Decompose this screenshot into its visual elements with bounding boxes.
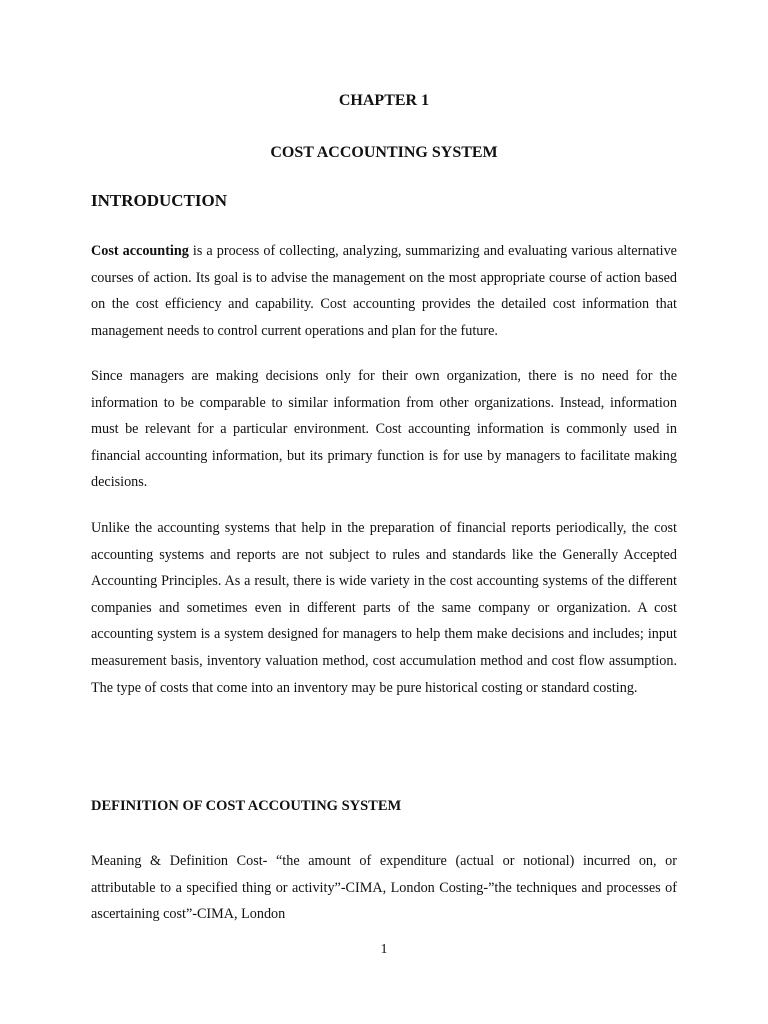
paragraph-cost-accounting (91, 238, 677, 344)
paragraph-managers-decisions: Since managers are making decisions only for their own organization, there is no need for the information to be comparable to similar information from other organizations. Instead, information must be relevant for a particular environment. Cost accounting information is commonly used in financial accounting information, but its primary function is for use by managers to facilitate making decisions. (91, 368, 677, 491)
paragraph-definition: Meaning & Definition Cost- “the amount of expenditure (actual or notional) incurred on, or attributable to a specified thing or activity”-CIMA, London Costing-”the techniques and processes of ascertaining cost”-CIMA, London (91, 853, 677, 923)
chapter-label: CHAPTER 1 (338, 92, 430, 109)
definition-heading: DEFINITION OF COST ACCOUTING SYSTEM (91, 798, 402, 814)
bold-term-cost-accounting: Cost accounting (91, 243, 189, 259)
paragraph-accounting-systems: Unlike the accounting systems that help in the preparation of financial reports periodically, the cost accounting systems and reports are not subject to rules and standards like the Generally Accepted Accounting Principles. As a result, there is wide variety in the cost accounting systems of the different companies and sometimes even in different parts of the same company or organization. A cost accounting system is a system designed for managers to help them make decisions and includes; input measurement basis, inventory valuation method, cost accumulation method and cost flow assumption. The type of costs that come into an inventory may be pure historical costing or standard costing. (91, 520, 677, 696)
paragraph-1-text: is a process of collecting, analyzing, summarizing and evaluating various alternative courses of action. Its goal is to advise the management on the most appropriate course of action based on the cost efficiency and capability. Cost accounting provides the detailed cost information that management needs to control current operations and plan for the future. (91, 243, 677, 339)
page-number: 1 (380, 942, 388, 957)
chapter-title: COST ACCOUNTING SYSTEM (270, 144, 498, 161)
introduction-heading: INTRODUCTION (91, 191, 228, 210)
